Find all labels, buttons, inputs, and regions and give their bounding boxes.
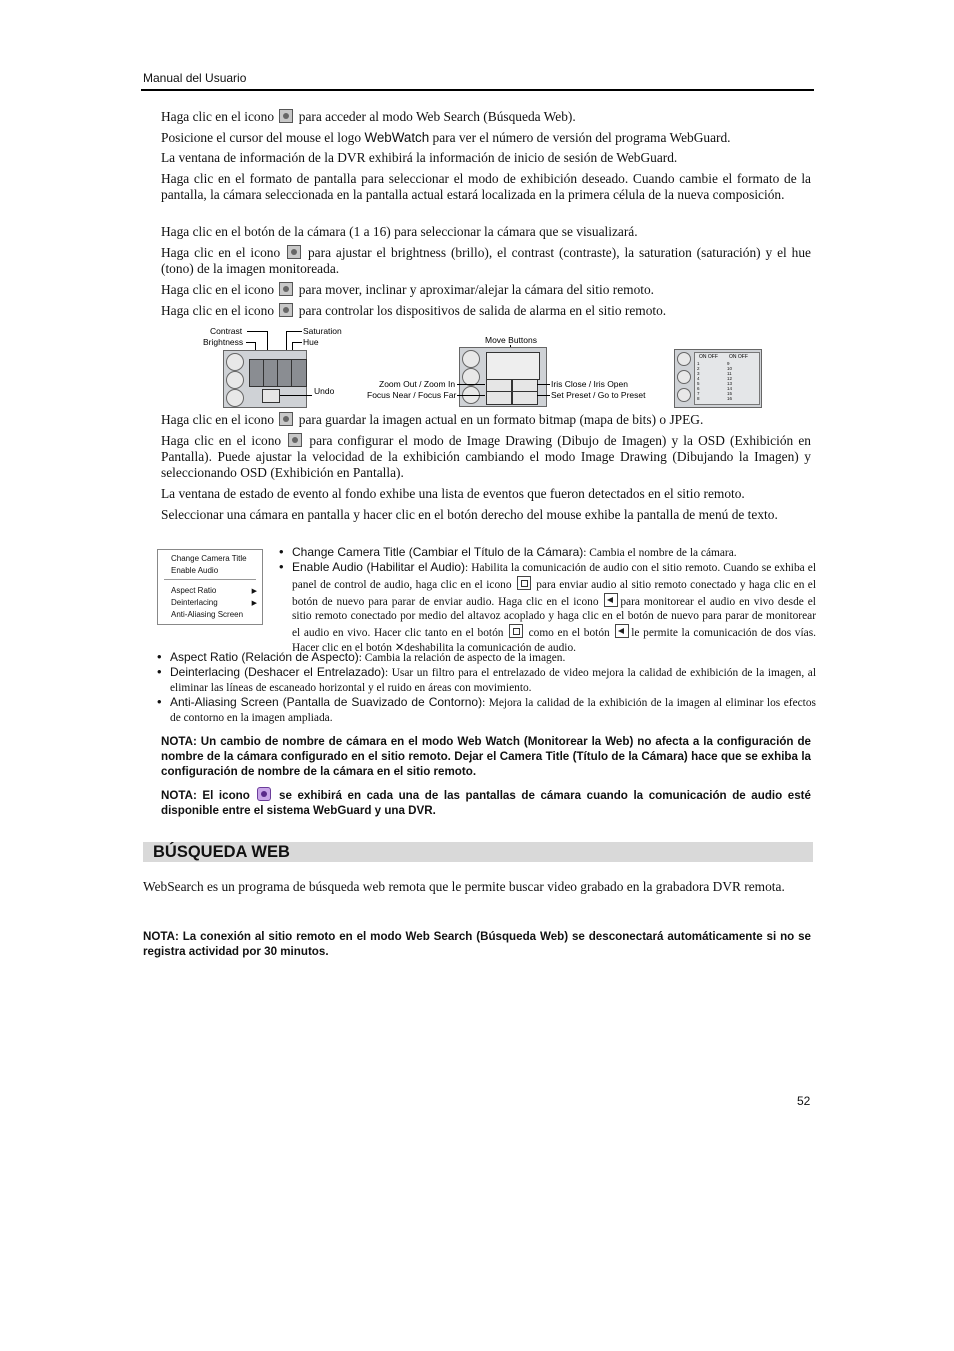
label-preset: Set Preset / Go to Preset <box>551 390 646 400</box>
label-move-buttons: Move Buttons <box>485 335 537 345</box>
alarm-number-4: 4 <box>697 376 700 381</box>
alarm-number-3: 3 <box>697 371 700 376</box>
menu-aspect-ratio[interactable]: Aspect Ratio <box>171 586 217 595</box>
label-contrast: Contrast <box>210 326 243 336</box>
search-icon <box>279 109 293 123</box>
alarm-right-numbers <box>727 361 732 401</box>
move-buttons-pad[interactable] <box>486 352 540 380</box>
color-adjust-icon <box>677 352 691 366</box>
bullet-aspect-ratio: Aspect Ratio (Relación de Aspecto): Cambia la relación de aspecto de la imagen. <box>170 650 566 664</box>
menu-deinterlacing[interactable]: Deinterlacing <box>171 598 218 607</box>
bullet-change-camera-title: Change Camera Title (Cambiar el Título de la Cámara): Cambia el nombre de la cámara. <box>292 545 737 559</box>
speaker-icon <box>604 593 618 607</box>
microphone-icon <box>517 576 531 590</box>
alarm-out-icon <box>279 303 293 317</box>
alarm-left-numbers <box>697 361 700 401</box>
alarm-number-14: 14 <box>727 386 733 391</box>
paragraph-screen-format: Haga clic en el formato de pantalla para seleccionar el modo de exhibición deseado. Cuando cambie el formato de la pantalla, la cámara seleccionada en la pantalla actual estará localizada en la primera célula de la nueva composición. <box>161 171 811 202</box>
figure-ptz-panel <box>366 333 651 409</box>
section-title: BÚSQUEDA WEB <box>153 843 290 861</box>
audio-available-icon <box>257 787 271 801</box>
bullet-dot: • <box>157 694 162 709</box>
paragraph-webwatch-logo: Posicione el cursor del mouse el logo WebWatch para ver el número de versión del programa WebGuard. <box>161 130 731 145</box>
alarm-number-13: 13 <box>727 381 733 386</box>
paragraph-context-menu: Seleccionar una cámara en pantalla y hacer clic en el botón derecho del mouse exhibe la pantalla de menú de texto. <box>161 507 778 522</box>
ptz-icon <box>226 371 244 389</box>
label-iris: Iris Close / Iris Open <box>551 379 628 389</box>
ptz-panel-body <box>459 347 547 407</box>
bullet-deinterlacing: Deinterlacing (Deshacer el Entrelazado): Usar un filtro para el entrelazado de video mejora la calidad de exhibición de la imagen, al eliminar las líneas de escaneado horizontal y el ruido en áreas con movimiento. <box>170 665 816 694</box>
label-zoom: Zoom Out / Zoom In <box>379 379 456 389</box>
bullet-dot: • <box>157 664 162 679</box>
alarm-number-6: 6 <box>697 386 700 391</box>
alarm-number-5: 5 <box>697 381 700 386</box>
note-camera-title: NOTA: Un cambio de nombre de cámara en el modo Web Watch (Monitorear la Web) no afecta a la configuración de nombre de la cámara configurado en el sitio remoto. Dejar el Camera Title (Título de la Cámara) hace que se exhiba la configuración de nombre de la cámara en el sitio remoto. <box>161 735 811 778</box>
menu-enable-audio[interactable]: Enable Audio <box>171 566 219 575</box>
label-focus: Focus Near / Focus Far <box>367 390 457 400</box>
alarm-number-9: 9 <box>727 361 730 366</box>
alarm-number-12: 12 <box>727 376 733 381</box>
bullet-dot: • <box>157 649 162 664</box>
menu-separator <box>164 579 256 580</box>
note-websearch-timeout: NOTA: La conexión al sitio remoto en el modo Web Search (Búsqueda Web) se desconectará automáticamente si no se registra actividad por 30 minutos. <box>143 930 811 958</box>
close-x-icon: ✕ <box>394 641 405 654</box>
paragraph-ptz: Haga clic en el icono para mover, inclinar y aproximar/alejar la cámara del sitio remoto. <box>161 282 655 297</box>
alarm-number-11: 11 <box>727 371 732 376</box>
alarm-number-2: 2 <box>697 366 700 371</box>
submenu-arrow-icon: ▶ <box>251 588 257 595</box>
webwatch-logo: WebWatch <box>364 130 430 145</box>
label-brightness: Brightness <box>203 337 244 347</box>
alarm-number-10: 10 <box>727 366 733 371</box>
color-adjust-icon <box>226 353 244 371</box>
alarm-number-15: 15 <box>727 391 733 396</box>
paragraph-color-adjust: Haga clic en el icono para ajustar el brightness (brillo), el contrast (contraste), la saturation (saturación) y el hue (tono) de la imagen monitoreada. <box>161 245 811 276</box>
label-hue: Hue <box>303 337 319 347</box>
color-adjust-icon <box>462 350 480 368</box>
figure-color-panel <box>200 324 345 408</box>
microphone-icon <box>509 624 523 638</box>
alarm-out-icon <box>677 388 691 402</box>
save-image-icon <box>279 412 293 426</box>
paragraph-camera-button: Haga clic en el botón de la cámara (1 a 16) para seleccionar la cámara que se visualizará. <box>161 224 638 239</box>
alarm-number-8: 8 <box>697 396 700 401</box>
label-undo: Undo <box>314 386 335 396</box>
ptz-icon <box>279 282 293 296</box>
paragraph-alarm-out: Haga clic en el icono para controlar los dispositivos de salida de alarma en el sitio remoto. <box>161 303 667 318</box>
paragraph-dvr-info: La ventana de información de la DVR exhibirá la información de inicio de sesión de WebGuard. <box>161 150 678 165</box>
alarm-number-7: 7 <box>697 391 700 396</box>
alarm-grid: ON OFF ON OFF 1 2 3 4 5 6 7 8 9 10 11 12 13 14 15 16 <box>694 352 760 405</box>
undo-button[interactable] <box>262 389 280 403</box>
focus-near-button[interactable] <box>486 391 512 405</box>
bullet-dot: • <box>279 544 284 559</box>
paragraph-event-status: La ventana de estado de evento al fondo exhibe una lista de eventos que fueron detectados en el sitio remoto. <box>161 486 745 501</box>
page-number: 52 <box>797 1094 811 1108</box>
context-menu <box>157 549 263 625</box>
color-adjust-icon <box>287 245 301 259</box>
hue-slider[interactable] <box>291 359 307 387</box>
menu-change-camera-title[interactable]: Change Camera Title <box>171 554 247 563</box>
bullet-dot: • <box>279 559 284 574</box>
alarm-out-icon <box>226 389 244 407</box>
set-preset-button[interactable] <box>512 391 538 405</box>
running-header: Manual del Usuario <box>143 71 247 85</box>
bullet-enable-audio: Enable Audio (Habilitar el Audio): Habilita la comunicación de audio con el sitio remoto. Cuando se exhiba el panel de control de audio, haga clic en el icono para enviar audio al sitio remoto conectado y haga clic en el botón de nuevo para parar de enviar audio. Haga clic en el icono para monitorear el audio en vivo desde el sitio remoto conectado por medio del altavoz acoplado y haga clic en el botón de nuevo para parar de monitorear el audio en vivo. Hacer clic tanto en el botón como en el botón le permite la comunicación de dos vías. Hacer clic en el botón ✕deshabilita la comunicación de audio. <box>292 560 817 654</box>
note-audio-icon: NOTA: El icono se exhibirá en cada una de las pantallas de cámara cuando la comunicación de audio esté disponible entre el sistema WebGuard y una DVR. <box>161 789 811 817</box>
image-settings-icon <box>288 433 302 447</box>
paragraph-image-settings: Haga clic en el icono para configurar el modo de Image Drawing (Dibujo de Imagen) y la OSD (Exhibición en Pantalla). Puede ajustar la velocidad de la exhibición cambiando el modo Image Drawing (Dibujando la Imagen) y seleccionando OSD (Exhibición en Pantalla). <box>161 433 811 480</box>
label-saturation: Saturation <box>303 326 342 336</box>
header-rule <box>141 89 814 91</box>
submenu-arrow-icon: ▶ <box>251 600 257 607</box>
color-panel-body <box>223 350 307 408</box>
figure-alarm-panel <box>674 349 762 408</box>
alarm-number-16: 16 <box>727 396 733 401</box>
ptz-icon <box>677 370 691 384</box>
bullet-anti-aliasing: Anti-Aliasing Screen (Pantalla de Suavizado de Contorno): Mejora la calidad de la exhibición de la imagen al eliminar los efectos de contorno en la imagen ampliada. <box>170 695 816 724</box>
paragraph-save-image: Haga clic en el icono para guardar la imagen actual en un formato bitmap (mapa de bits) o JPEG. <box>161 412 704 427</box>
menu-anti-aliasing[interactable]: Anti-Aliasing Screen <box>171 610 244 619</box>
paragraph-web-search: Haga clic en el icono para acceder al modo Web Search (Búsqueda Web). <box>161 109 576 124</box>
speaker-icon <box>615 624 629 638</box>
alarm-number-1: 1 <box>697 361 700 366</box>
paragraph-websearch-intro: WebSearch es un programa de búsqueda web remota que le permite buscar video grabado en la grabadora DVR remota. <box>143 879 785 894</box>
